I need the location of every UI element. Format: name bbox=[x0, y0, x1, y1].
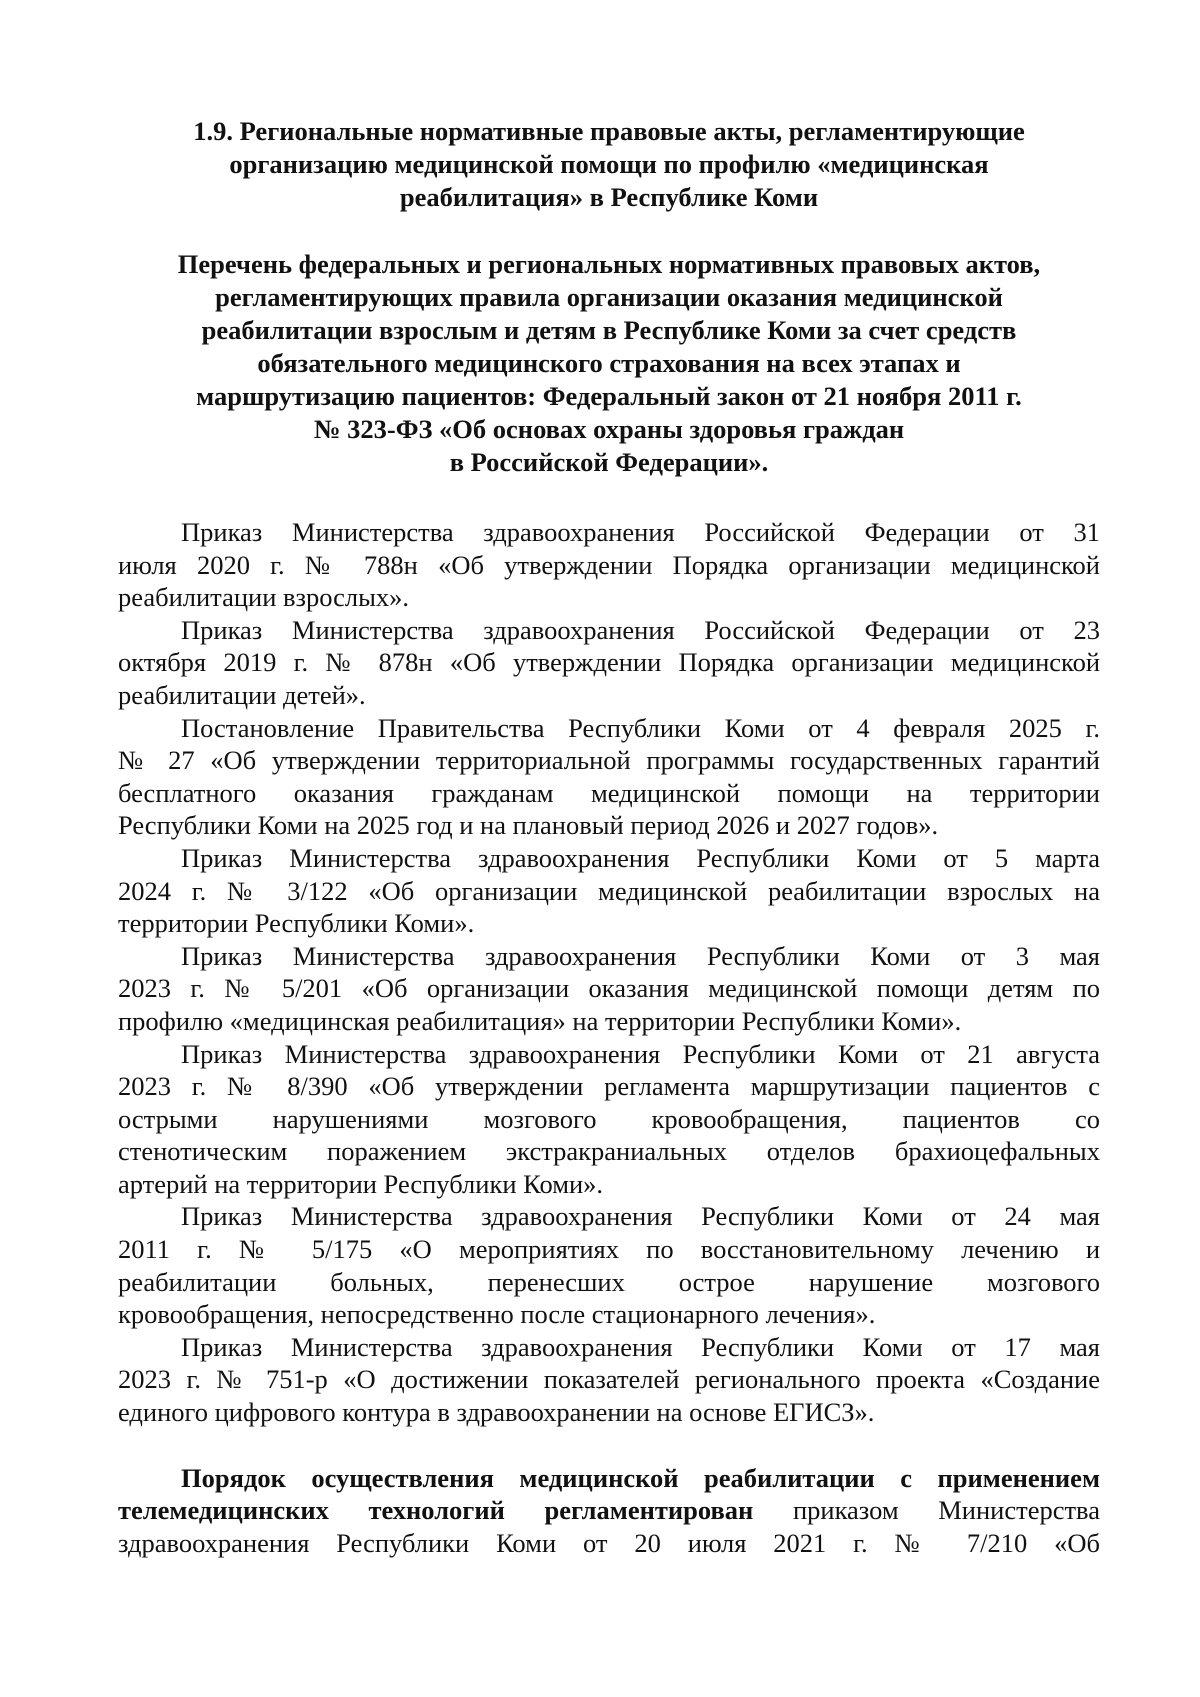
section-title-line: 1.9. Региональные нормативные правовые акты, регламентирующие bbox=[193, 116, 1025, 146]
list-title-line: обязательного медицинского страхования на всех этапах и bbox=[257, 348, 961, 378]
paragraph-line: 2024 г. № 3/122 «Об организации медицинской реабилитации взрослых на bbox=[118, 875, 1100, 906]
document-item bbox=[118, 940, 1100, 1038]
closing-mixed-line bbox=[118, 1494, 1100, 1527]
list-title bbox=[118, 248, 1100, 479]
section-title-line: организацию медицинской помощи по профилю «медицинская bbox=[229, 149, 989, 179]
list-title-line: реабилитации взрослым и детям в Республике Коми за счет средств bbox=[201, 315, 1017, 345]
section-title-line: реабилитация» в Республике Коми bbox=[399, 182, 819, 212]
document-item bbox=[118, 1038, 1100, 1201]
paragraph-line: 2023 г. № 751-р «О достижении показателей регионального проекта «Создание bbox=[118, 1364, 1100, 1395]
paragraph-line: Приказ Министерства здравоохранения Республики Коми от 3 мая bbox=[181, 940, 1100, 971]
closing-paragraph bbox=[118, 1462, 1100, 1560]
document-item bbox=[118, 842, 1100, 940]
closing-regular-fragment: приказом Министерства bbox=[753, 1495, 1100, 1526]
paragraph-line: профилю «медицинская реабилитация» на территории Республики Коми». bbox=[118, 1005, 962, 1036]
document-item bbox=[118, 516, 1100, 614]
paragraph-line: Приказ Министерства здравоохранения Республики Коми от 24 мая bbox=[181, 1201, 1100, 1232]
paragraph-line: Приказ Министерства здравоохранения Российской Федерации от 23 bbox=[181, 614, 1100, 645]
closing-bold-fragment: телемедицинских технологий регламентирован bbox=[118, 1495, 754, 1526]
list-title-line: в Российской Федерации». bbox=[449, 447, 769, 477]
document-item bbox=[118, 712, 1100, 842]
document-item bbox=[118, 614, 1100, 712]
list-title-line: маршрутизацию пациентов: Федеральный закон от 21 ноября 2011 г. bbox=[196, 381, 1022, 411]
paragraph-line: июля 2020 г. № 788н «Об утверждении Порядка организации медицинской bbox=[118, 549, 1100, 580]
paragraph-line: артерий на территории Республики Коми». bbox=[118, 1168, 604, 1199]
paragraph-line: единого цифрового контура в здравоохранении на основе ЕГИСЗ». bbox=[118, 1397, 875, 1428]
paragraph-line: Приказ Министерства здравоохранения Республики Коми от 21 августа bbox=[181, 1038, 1100, 1069]
paragraph-line: Республики Коми на 2025 год и на плановый период 2026 и 2027 годов». bbox=[118, 810, 939, 841]
paragraph-line: Постановление Правительства Республики Коми от 4 февраля 2025 г. bbox=[181, 712, 1100, 743]
paragraph-line: реабилитации больных, перенесших острое нарушение мозгового bbox=[118, 1266, 1100, 1297]
paragraph-line: кровообращения, непосредственно после стационарного лечения». bbox=[118, 1299, 876, 1330]
list-title-line: Перечень федеральных и региональных нормативных правовых актов, bbox=[177, 249, 1041, 279]
section-title bbox=[118, 115, 1100, 214]
document-item bbox=[118, 1200, 1100, 1330]
paragraph-line: октября 2019 г. № 878н «Об утверждении Порядка организации медицинской bbox=[118, 647, 1100, 678]
paragraph-line: реабилитации детей». bbox=[118, 679, 366, 710]
paragraph-line: стенотическим поражением экстракраниальных отделов брахиоцефальных bbox=[118, 1136, 1100, 1167]
list-title-line: № 323-ФЗ «Об основах охраны здоровья граждан bbox=[313, 414, 905, 444]
closing-bold-line: Порядок осуществления медицинской реабилитации с применением bbox=[181, 1462, 1100, 1493]
list-title-line: регламентирующих правила организации оказания медицинской bbox=[215, 282, 1003, 312]
document-page bbox=[118, 115, 1100, 1559]
paragraph-line: реабилитации взрослых». bbox=[118, 582, 410, 613]
paragraph-line: острыми нарушениями мозгового кровообращения, пациентов со bbox=[118, 1103, 1100, 1134]
document-item bbox=[118, 1331, 1100, 1429]
paragraph-line: территории Республики Коми». bbox=[118, 908, 475, 939]
paragraph-line: Приказ Министерства здравоохранения Республики Коми от 17 мая bbox=[181, 1331, 1100, 1362]
paragraph-line: здравоохранения Республики Коми от 20 июля 2021 г. № 7/210 «Об bbox=[118, 1527, 1100, 1558]
paragraph-line: 2011 г. № 5/175 «О мероприятиях по восстановительному лечению и bbox=[118, 1234, 1100, 1265]
paragraph-line: Приказ Министерства здравоохранения Российской Федерации от 31 bbox=[181, 517, 1100, 547]
paragraph-line: Приказ Министерства здравоохранения Республики Коми от 5 марта bbox=[181, 842, 1100, 873]
paragraph-line: 2023 г. № 5/201 «Об организации оказания медицинской помощи детям по bbox=[118, 973, 1100, 1004]
paragraph-line: 2023 г. № 8/390 «Об утверждении регламента маршрутизации пациентов с bbox=[118, 1071, 1100, 1102]
document-list bbox=[118, 516, 1100, 1559]
paragraph-line: № 27 «Об утверждении территориальной программы государственных гарантий bbox=[118, 745, 1100, 776]
paragraph-line: бесплатного оказания гражданам медицинской помощи на территории bbox=[118, 777, 1100, 808]
